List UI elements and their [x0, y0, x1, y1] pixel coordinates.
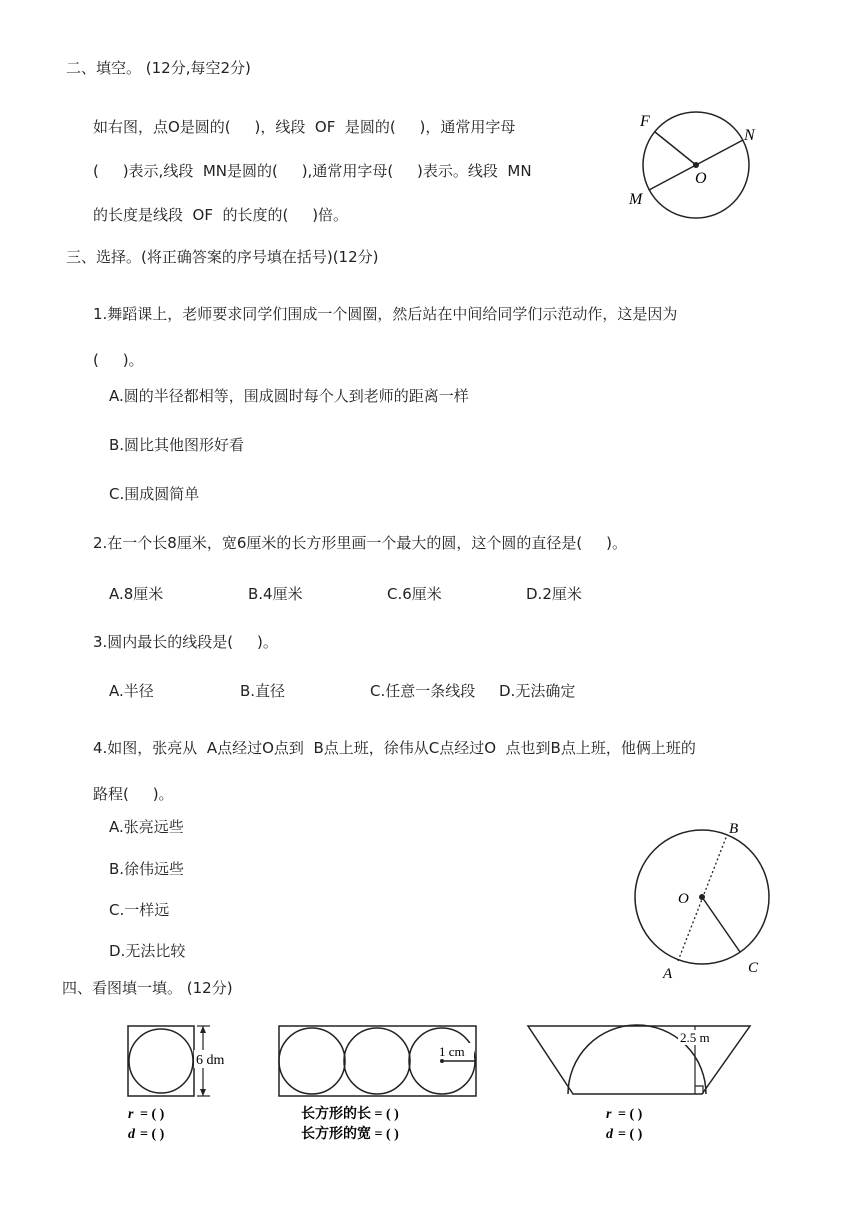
- q2-option-c: C.6厘米: [387, 585, 442, 603]
- label-f: F: [640, 113, 650, 130]
- length-label: 长方形的长 = ( ): [301, 1107, 399, 1122]
- q1-option-b: B.圆比其他图形好看: [109, 436, 245, 454]
- label-o: O: [678, 891, 689, 907]
- radius-oc: [702, 897, 740, 952]
- right-angle-mark: [695, 1086, 703, 1094]
- fill-blank-line-1: 如右图，点O是圆的( )，线段 OF 是圆的( )，通常用字母: [93, 118, 516, 136]
- dimension-label: 1 cm: [439, 1044, 465, 1059]
- q4-option-b: B.徐伟远些: [109, 860, 185, 878]
- d-blank: = ( ): [618, 1127, 643, 1142]
- square: [128, 1026, 194, 1096]
- r-label: r: [606, 1107, 612, 1122]
- q2-stem: 2.在一个长8厘米，宽6厘米的长方形里画一个最大的圆，这个圆的直径是( )。: [93, 534, 627, 552]
- label-m: M: [629, 191, 643, 208]
- q2-option-d: D.2厘米: [526, 585, 582, 603]
- dimension-label: 6 dm: [196, 1053, 225, 1068]
- label-o: O: [695, 170, 707, 187]
- label-b: B: [729, 821, 739, 837]
- fill-blank-line-3: 的长度是线段 OF 的长度的( )倍。: [93, 206, 349, 224]
- q3-option-d: D.无法确定: [499, 682, 576, 700]
- q1-option-a: A.圆的半径都相等，围成圆时每个人到老师的距离一样: [109, 387, 469, 405]
- q3-option-a: A.半径: [109, 682, 154, 700]
- q4-option-c: C.一样远: [109, 901, 170, 919]
- figure-three-circles-rectangle: [275, 1020, 490, 1145]
- label-n: N: [744, 127, 755, 144]
- radius-of: [655, 132, 696, 165]
- q4-option-a: A.张亮远些: [109, 818, 184, 836]
- section-3-heading: 三、选择。(将正确答案的序号填在括号)(12分): [66, 248, 379, 266]
- r-blank: = ( ): [618, 1107, 643, 1122]
- circle-figure-abc: [630, 818, 775, 983]
- d-label: d: [128, 1127, 135, 1142]
- q2-option-b: B.4厘米: [248, 585, 303, 603]
- q3-stem: 3.圆内最长的线段是( )。: [93, 633, 278, 651]
- q4-option-d: D.无法比较: [109, 942, 186, 960]
- q4-stem-line-1: 4.如图，张亮从 A点经过O点到 B点上班，徐伟从C点经过O 点也到B点上班，他俩上班的: [93, 739, 696, 757]
- r-label: r: [128, 1107, 134, 1122]
- figure-semicircle-trapezoid: [520, 1020, 760, 1145]
- center-point: [693, 162, 699, 168]
- circle-figure-fomn: [625, 105, 765, 220]
- section-4-heading: 四、看图填一填。 (12分): [62, 979, 233, 997]
- section-2-heading: 二、填空。 (12分,每空2分): [66, 59, 251, 77]
- q3-option-c: C.任意一条线段: [370, 682, 476, 700]
- circle-1: [279, 1028, 345, 1094]
- label-c: C: [748, 960, 759, 976]
- q4-stem-line-2: 路程( )。: [93, 785, 174, 803]
- q2-option-a: A.8厘米: [109, 585, 164, 603]
- d-blank: = ( ): [140, 1127, 165, 1142]
- q1-stem-line-2: ( )。: [93, 351, 144, 369]
- figure-circle-in-square: [120, 1020, 240, 1145]
- r-blank: = ( ): [140, 1107, 165, 1122]
- dimension-label: 2.5 m: [680, 1030, 710, 1045]
- inscribed-circle: [129, 1029, 193, 1093]
- q1-stem-line-1: 1.舞蹈课上，老师要求同学们围成一个圆圈，然后站在中间给同学们示范动作，这是因为: [93, 305, 678, 323]
- circle-2: [344, 1028, 410, 1094]
- width-label: 长方形的宽 = ( ): [301, 1127, 399, 1142]
- center-point: [699, 894, 705, 900]
- q3-option-b: B.直径: [240, 682, 286, 700]
- d-label: d: [606, 1127, 613, 1142]
- fill-blank-line-2: ( )表示,线段 MN是圆的( ),通常用字母( )表示。线段 MN: [93, 162, 532, 180]
- q1-option-c: C.围成圆简单: [109, 485, 200, 503]
- label-a: A: [663, 966, 673, 982]
